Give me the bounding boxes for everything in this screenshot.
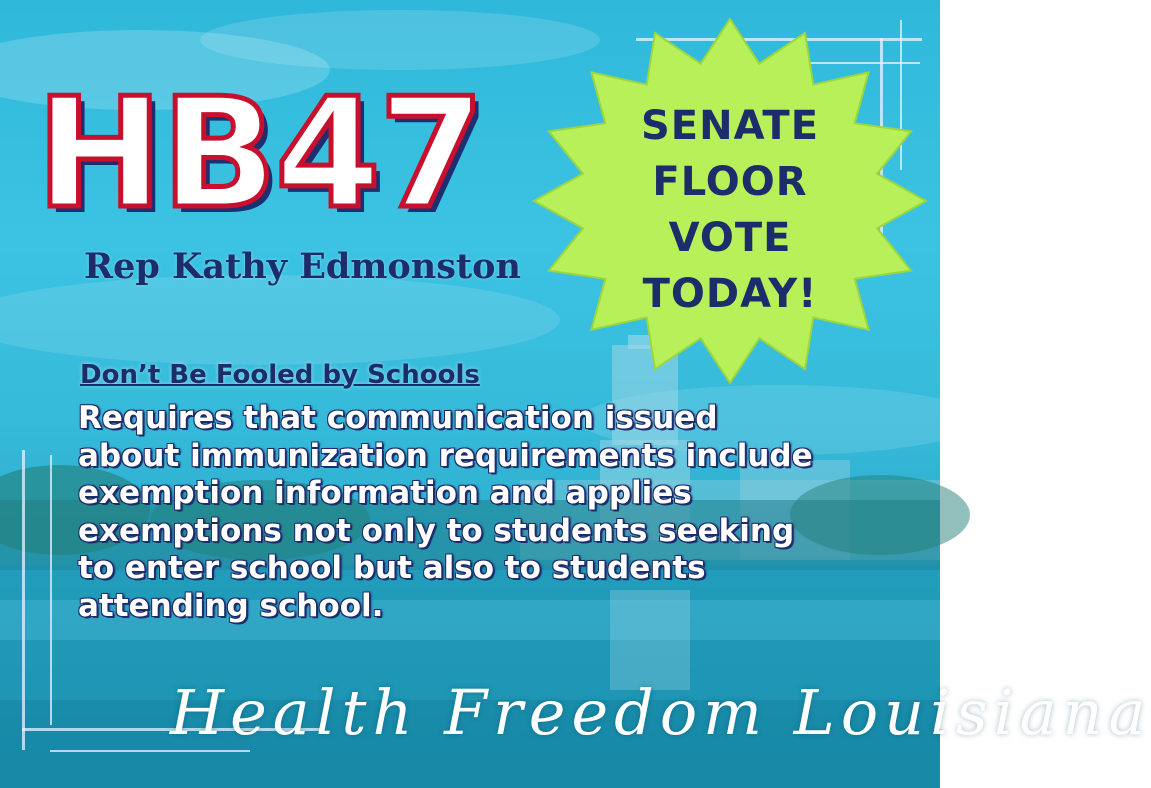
bill-description — [78, 400, 908, 625]
description-line: to enter school but also to students — [78, 550, 706, 586]
burst-line: TODAY! — [642, 271, 818, 317]
section-heading: Don’t Be Fooled by Schools — [80, 360, 480, 390]
vote-announcement — [530, 98, 930, 322]
frame-line-left-inner — [50, 455, 52, 725]
frame-line-bottom-inner — [50, 750, 250, 752]
description-line: exemption information and applies — [78, 475, 692, 511]
burst-line: SENATE — [640, 103, 820, 149]
description-line: about immunization requirements include — [78, 437, 813, 474]
organization-signature: Health Freedom Louisiana — [170, 676, 1151, 749]
description-line: exemptions not only to students seeking — [78, 512, 795, 549]
description-line: attending school. — [78, 587, 384, 624]
description-line: Requires that communication issued — [78, 400, 718, 436]
sponsor-name: Rep Kathy Edmonston — [84, 246, 521, 287]
bill-title: HB47 — [36, 65, 483, 242]
burst-line: VOTE — [668, 215, 792, 261]
frame-line-left — [22, 450, 25, 750]
burst-line: FLOOR — [652, 159, 808, 205]
